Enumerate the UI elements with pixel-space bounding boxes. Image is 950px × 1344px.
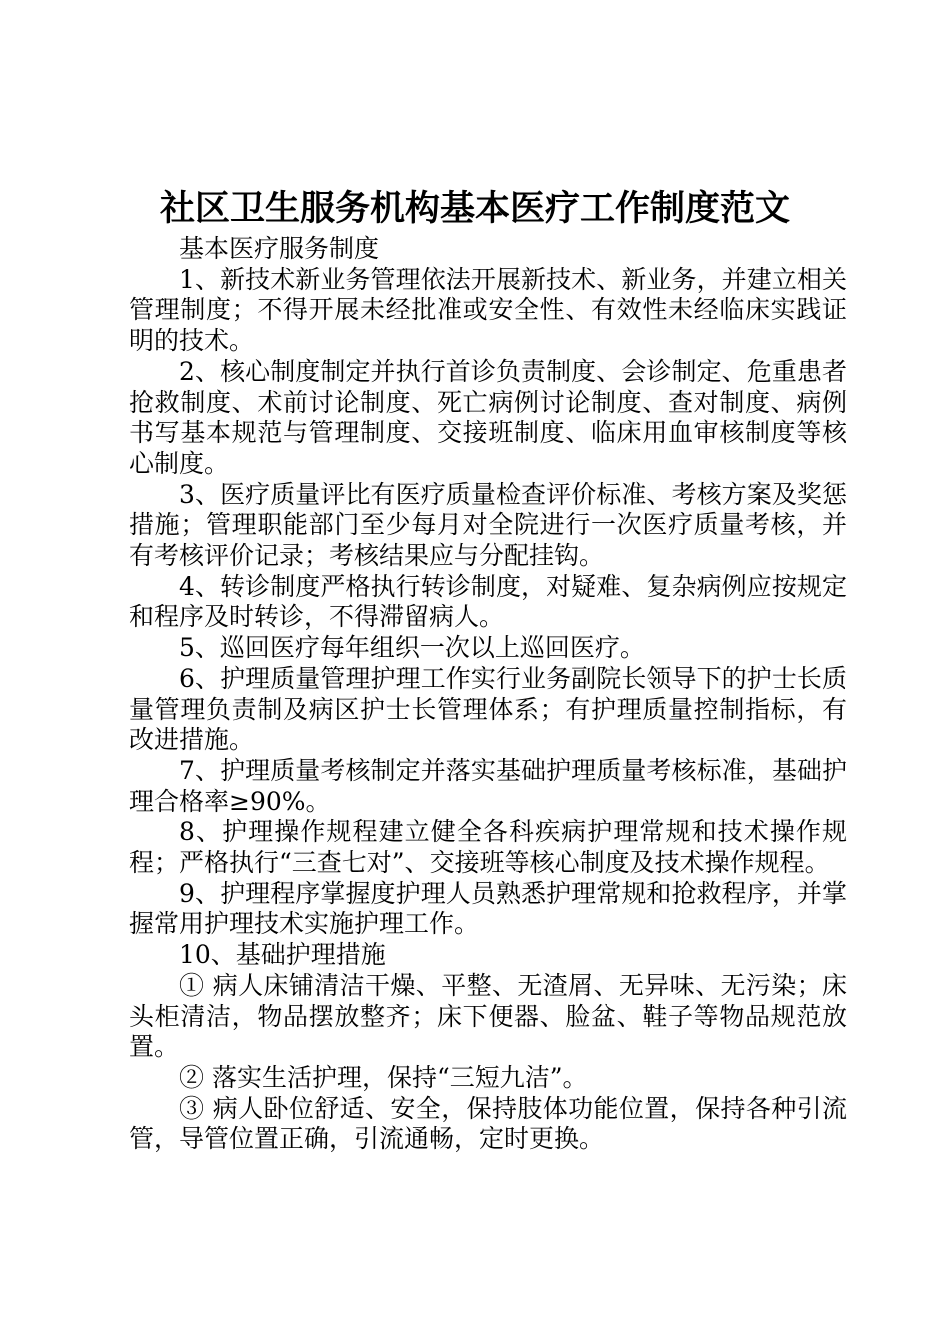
sub-item-2: ② 落实生活护理，保持“三短九洁”。 bbox=[179, 1062, 588, 1092]
paragraph-item-4: 4、转诊制度严格执行转诊制度，对疑难、复杂病例应按规定和程序及时转诊，不得滞留病人。 bbox=[129, 571, 847, 632]
paragraph-item-2: 2、核心制度制定并执行首诊负责制度、会诊制定、危重患者抢救制度、术前讨论制度、死亡病例讨论制度、查对制度、病例书写基本规范与管理制度、交接班制度、临床用血审核制度等核心制度。 bbox=[129, 356, 847, 478]
paragraph-item-7: 7、护理质量考核制定并落实基础护理质量考核标准，基础护理合格率≥90%。 bbox=[129, 755, 847, 816]
paragraph-item-8: 8、护理操作规程建立健全各科疾病护理常规和技术操作规程；严格执行“三查七对”、交接班等核心制度及技术操作规程。 bbox=[129, 817, 847, 878]
paragraph-item-1: 1、新技术新业务管理依法开展新技术、新业务，并建立相关管理制度；不得开展未经批准或安全性、有效性未经临床实践证明的技术。 bbox=[129, 264, 847, 356]
paragraph-item-3: 3、医疗质量评比有医疗质量检查评价标准、考核方案及奖惩措施；管理职能部门至少每月对全院进行一次医疗质量考核，并有考核评价记录；考核结果应与分配挂钩。 bbox=[129, 479, 847, 571]
paragraph-item-10: 10、基础护理措施 bbox=[179, 940, 386, 970]
paragraph-item-5: 5、巡回医疗每年组织一次以上巡回医疗。 bbox=[179, 633, 645, 663]
document-title: 社区卫生服务机构基本医疗工作制度范文 bbox=[159, 188, 790, 229]
sub-item-3: ③ 病人卧位舒适、安全，保持肢体功能位置，保持各种引流管，导管位置正确，引流通畅，定时更换。 bbox=[129, 1093, 847, 1154]
document-body bbox=[129, 234, 847, 1155]
sub-item-1: ① 病人床铺清洁干燥、平整、无渣屑、无异味、无污染；床头柜清洁，物品摆放整齐；床下便器、脸盆、鞋子等物品规范放置。 bbox=[129, 970, 847, 1062]
paragraph-item-6: 6、护理质量管理护理工作实行业务副院长领导下的护士长质量管理负责制及病区护士长管理体系；有护理质量控制指标，有改进措施。 bbox=[129, 663, 847, 755]
section-heading: 基本医疗服务制度 bbox=[179, 234, 380, 263]
paragraph-item-9: 9、护理程序掌握度护理人员熟悉护理常规和抢救程序，并掌握常用护理技术实施护理工作。 bbox=[129, 878, 847, 939]
